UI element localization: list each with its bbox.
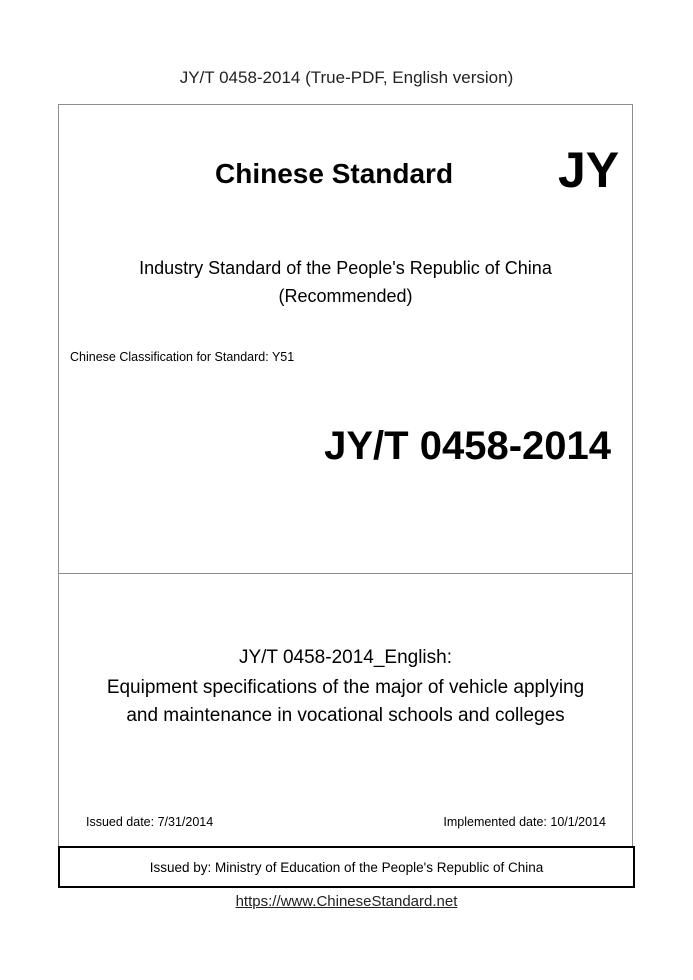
document-code-line: JY/T 0458-2014_English: — [238, 647, 453, 668]
classification-text: Chinese Classification for Standard: Y51 — [70, 350, 295, 364]
brand-title: Chinese Standard — [215, 158, 454, 189]
issuer-box — [58, 846, 635, 888]
footer-link[interactable]: https://www.ChineseStandard.net — [235, 893, 458, 910]
subtitle-line-2: (Recommended) — [278, 286, 413, 306]
page-header: JY/T 0458-2014 (True-PDF, English version) — [179, 68, 514, 87]
document-title-line-1: Equipment specifications of the major of vehicle applying — [106, 677, 585, 698]
brand-code-logo: JY — [558, 142, 620, 198]
issuer-text: Issued by: Ministry of Education of the People's Republic of China — [149, 859, 544, 875]
subtitle-line-1: Industry Standard of the People's Republic of China — [139, 258, 552, 278]
document-title-line-2: and maintenance in vocational schools and colleges — [126, 705, 565, 726]
standard-number: JY/T 0458-2014 — [324, 424, 611, 468]
issued-date: Issued date: 7/31/2014 — [86, 815, 214, 829]
implemented-date: Implemented date: 10/1/2014 — [443, 815, 606, 829]
